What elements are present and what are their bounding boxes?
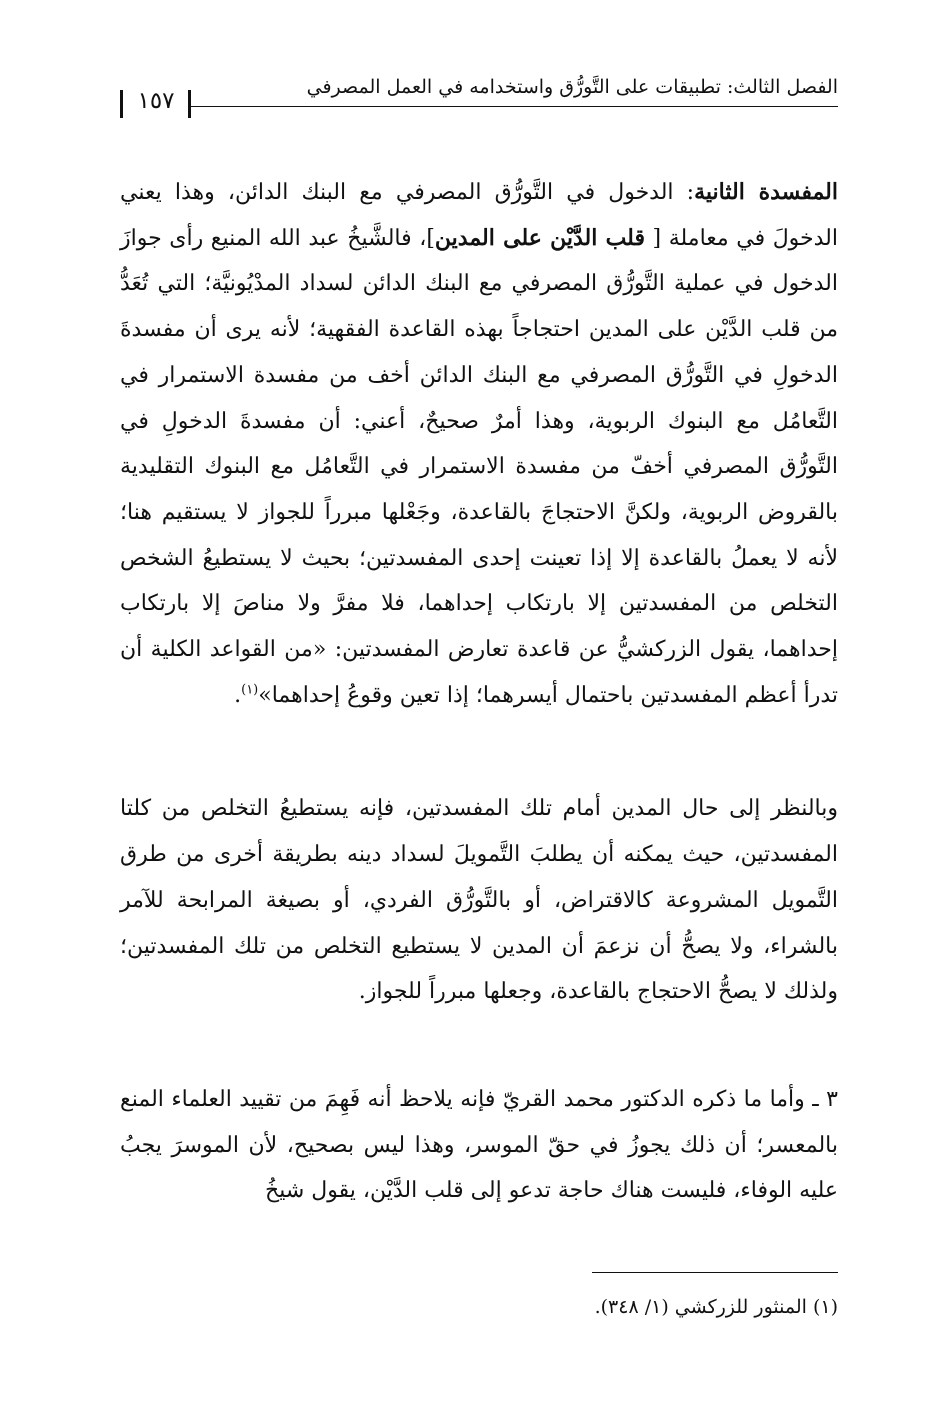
page-body	[120, 170, 838, 1214]
paragraph-1	[120, 170, 838, 718]
paragraph-2: وبالنظر إلى حال المدين أمام تلك المفسدتين، فإنه يستطيعُ التخلص من كلتا المفسدتين، حيث يمكنه أن يطلبَ التَّمويلَ لسداد دينه بطريقة أخرى من طرق التَّمويل المشروعة كالاقتراض، أو بالتَّورُّق الفردي، أو بصيغة المرابحة للآمر بالشراء، ولا يصحُّ أن نزعمَ أن المدين لا يستطيع التخلص من تلك المفسدتين؛ ولذلك لا يصحُّ الاحتجاج بالقاعدة، وجعلها مبرراً للجواز.	[120, 796, 838, 1005]
paragraph-1-end: .	[234, 682, 242, 708]
footnote: (١) المنثور للزركشي (١/ ٣٤٨).	[594, 1296, 838, 1318]
running-header	[108, 76, 838, 120]
header-rule	[190, 106, 838, 107]
page-number: ١٥٧	[137, 88, 175, 114]
second-harm-heading: المفسدة الثانية	[694, 179, 838, 205]
paragraph-1-text-b: ]، فالشَّيخُ عبد الله المنيع رأى جوازَ الدخول في عملية التَّورُّق المصرفي مع البنك الدائن لسداد المدْيُونيَّة؛ التي تُعَدُّ من قلب الدَّيْن على المدين احتجاجاً بهذه القاعدة الفقهية؛ لأنه يرى أن مفسدةَ الدخولِ في التَّورُّق المصرفي مع البنك الدائن أخف من مفسدة الاستمرار في التَّعامُل مع البنوك الربوية، وهذا أمرٌ صحيحٌ، أعني: أن مفسدةَ الدخولِ في التَّورُّق المصرفي أخفّ من مفسدة الاستمرار في التَّعامُل مع البنوك التقليدية بالقروض الربوية، ولكنَّ الاحتجاجَ بالقاعدة، وجَعْلها مبرراً للجواز لا يستقيم هنا؛ لأنه لا يعملُ بالقاعدة إلا إذا تعينت إحدى المفسدتين؛ بحيث لا يستطيعُ الشخص التخلص من المفسدتين إلا بارتكاب إحداهما، فلا مفرَّ ولا مناصَ إلا بارتكاب إحداهما، يقول الزركشيُّ عن قاعدة تعارض المفسدتين: «من القواعد الكلية أن تدرأ أعظم المفسدتين باحتمال أيسرهما؛ إذا تعين وقوعُ إحداهما»	[120, 225, 838, 708]
header-left-bar	[120, 90, 123, 118]
footnote-separator	[592, 1272, 838, 1273]
chapter-title: الفصل الثالث: تطبيقات على التَّورُّق واستخدامه في العمل المصرفي	[306, 76, 838, 98]
header-right-bar	[188, 90, 191, 118]
debt-rollover-term: قلب الدَّيْن على المدين	[434, 224, 645, 251]
paragraph-3: ٣ ـ وأما ما ذكره الدكتور محمد القريّ فإنه يلاحظ أنه فَهِمَ من تقييد العلماء المنع بالمعسر؛ أن ذلك يجوزُ في حقّ الموسر، وهذا ليس بصحيح، لأن الموسرَ يجبُ عليه الوفاء، فليست هناك حاجة تدعو إلى قلب الدَّيْن، يقول شيخُ	[120, 1086, 838, 1204]
paragraph-1-text-a: : الدخول في التَّورُّق المصرفي مع البنك الدائن، وهذا يعني الدخولَ في معاملة [	[120, 180, 839, 251]
footnote-marker: (١)	[241, 682, 259, 698]
